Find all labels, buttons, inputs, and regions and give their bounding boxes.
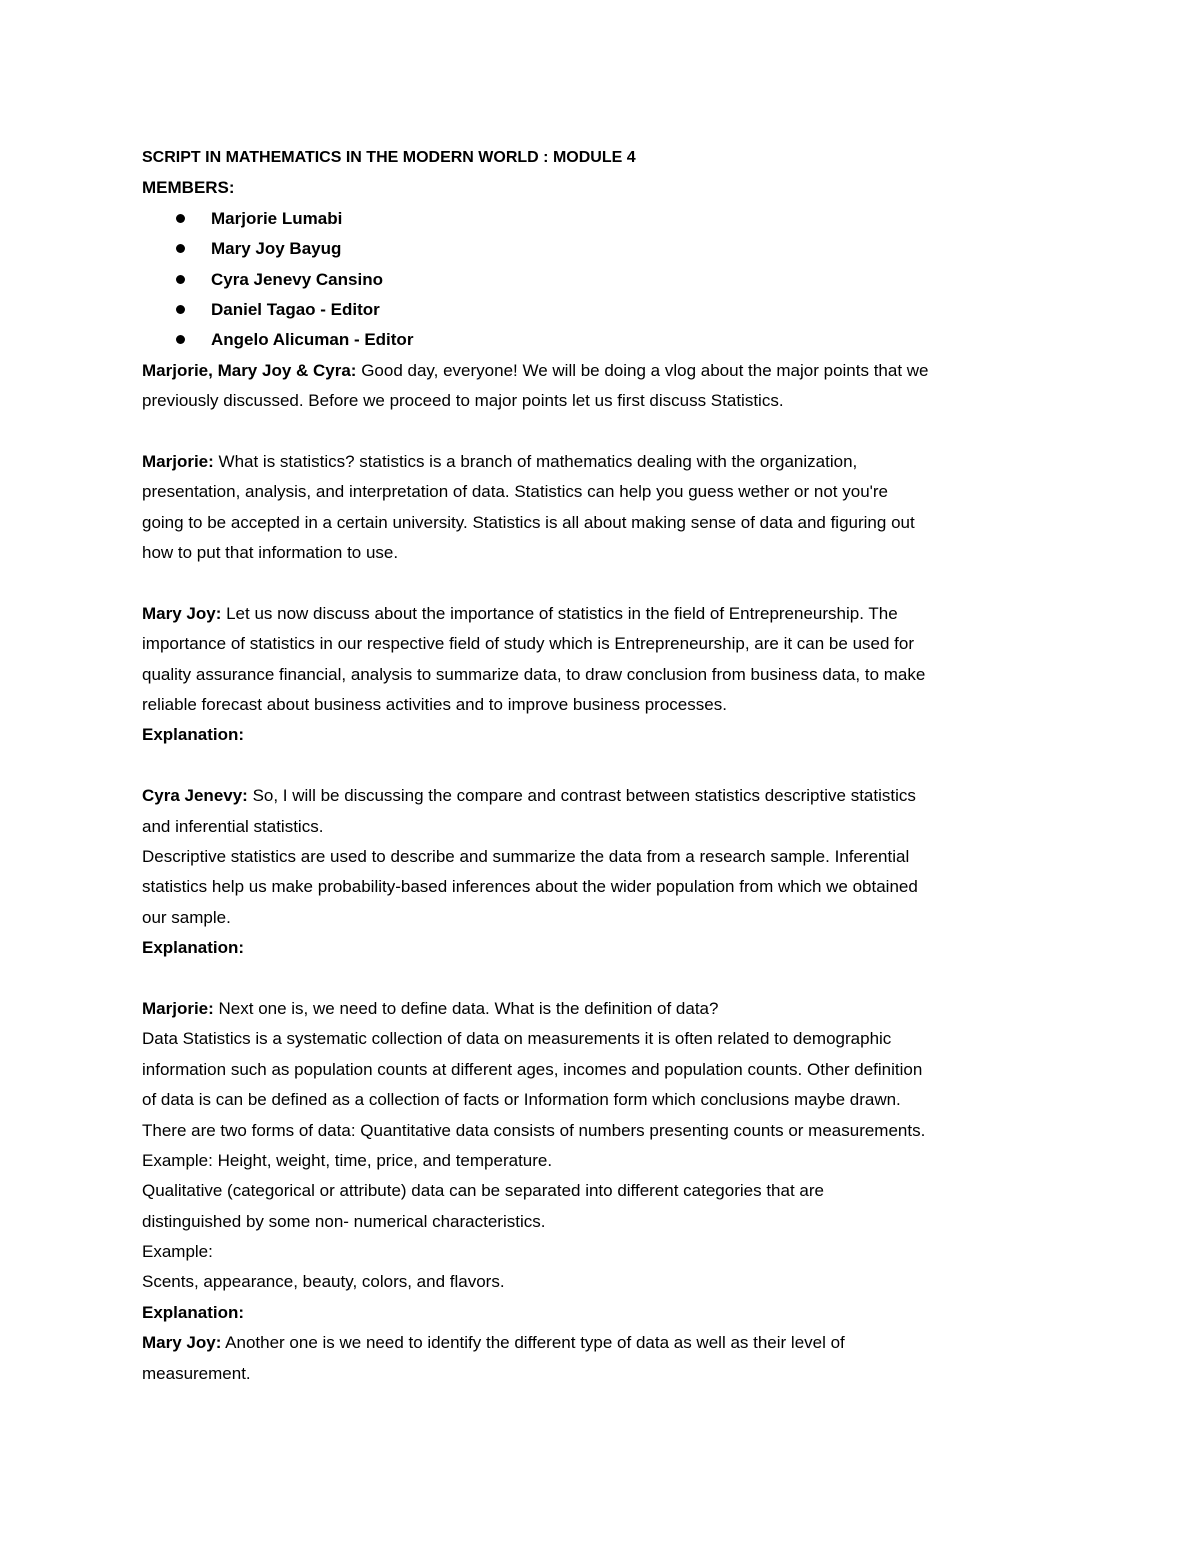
paragraph-text: Good day, everyone! We will be doing a vlog about the major points that we <box>356 360 929 380</box>
member-item <box>142 265 1072 295</box>
member-item <box>142 295 1072 325</box>
speaker-label: Mary Joy: <box>142 603 222 623</box>
paragraph-line: measurement. <box>142 1363 251 1383</box>
paragraph-line: how to put that information to use. <box>142 543 399 563</box>
member-item <box>142 204 1072 234</box>
paragraph-line: Qualitative (categorical or attribute) data can be separated into different categories that are <box>142 1181 824 1201</box>
explanation-heading: Explanation: <box>142 1302 245 1322</box>
paragraph-line: Data Statistics is a systematic collection of data on measurements it is often related to demographic <box>142 1029 892 1049</box>
paragraph-line: statistics help us make probability-based inferences about the wider population from which we obtained <box>142 877 918 897</box>
speaker-label: Marjorie, Mary Joy & Cyra: <box>142 360 357 380</box>
paragraph-line <box>142 599 1072 629</box>
paragraph-line <box>142 447 1072 477</box>
paragraph-text: What is statistics? statistics is a branch of mathematics dealing with the organization, <box>213 451 858 471</box>
paragraph-line <box>142 1328 1072 1358</box>
spacer <box>142 751 1072 781</box>
paragraph-line: reliable forecast about business activities and to improve business processes. <box>142 695 727 715</box>
bullet-icon <box>176 275 185 284</box>
spacer <box>142 417 1072 447</box>
spacer <box>142 964 1072 994</box>
paragraph-line <box>142 356 1072 386</box>
member-name: Mary Joy Bayug <box>211 239 342 259</box>
paragraph-line: going to be accepted in a certain university. Statistics is all about making sense of data and figuring out <box>142 512 915 532</box>
paragraph-line: presentation, analysis, and interpretation of data. Statistics can help you guess wether or not you're <box>142 482 889 502</box>
bullet-icon <box>176 305 185 314</box>
member-name: Marjorie Lumabi <box>211 208 343 228</box>
speaker-label: Marjorie: <box>142 451 214 471</box>
paragraph-line: distinguished by some non- numerical characteristics. <box>142 1211 546 1231</box>
member-item <box>142 234 1072 264</box>
member-name: Cyra Jenevy Cansino <box>211 269 383 289</box>
bullet-icon <box>176 335 185 344</box>
speaker-label: Marjorie: <box>142 998 214 1018</box>
document-page <box>142 143 1072 1389</box>
document-title: SCRIPT IN MATHEMATICS IN THE MODERN WORLD : MODULE 4 <box>142 149 636 166</box>
spacer <box>142 568 1072 598</box>
paragraph-text: Let us now discuss about the importance of statistics in the field of Entrepreneurship. The <box>221 603 898 623</box>
members-heading: MEMBERS: <box>142 178 235 198</box>
member-name: Daniel Tagao - Editor <box>211 299 380 319</box>
paragraph-line: importance of statistics in our respective field of study which is Entrepreneurship, are it can be used for <box>142 634 914 654</box>
member-name: Angelo Alicuman - Editor <box>211 330 414 350</box>
paragraph-text: Next one is, we need to define data. What is the definition of data? <box>213 998 719 1018</box>
paragraph-line: of data is can be defined as a collection of facts or Information form which conclusions maybe drawn. <box>142 1090 901 1110</box>
paragraph-line <box>142 994 1072 1024</box>
paragraph-text: Another one is we need to identify the different type of data as well as their level of <box>221 1333 845 1353</box>
paragraph-line: Descriptive statistics are used to describe and summarize the data from a research sample. Inferential <box>142 846 910 866</box>
paragraph-line: previously discussed. Before we proceed to major points let us first discuss Statistics. <box>142 391 784 411</box>
bullet-icon <box>176 214 185 223</box>
paragraph-line <box>142 781 1072 811</box>
paragraph-line: our sample. <box>142 907 231 927</box>
paragraph-line: Example: <box>142 1242 213 1262</box>
explanation-heading: Explanation: <box>142 938 245 958</box>
paragraph-line: Example: Height, weight, time, price, and temperature. <box>142 1150 553 1170</box>
speaker-label: Mary Joy: <box>142 1333 222 1353</box>
paragraph-line: quality assurance financial, analysis to summarize data, to draw conclusion from business data, to make <box>142 664 926 684</box>
paragraph-text: So, I will be discussing the compare and contrast between statistics descriptive statistics <box>247 786 916 806</box>
paragraph-line: There are two forms of data: Quantitative data consists of numbers presenting counts or measurements. <box>142 1120 926 1140</box>
paragraph-line: information such as population counts at different ages, incomes and population counts. Other definition <box>142 1059 923 1079</box>
explanation-heading: Explanation: <box>142 725 245 745</box>
members-list <box>142 204 1072 356</box>
member-item <box>142 325 1072 355</box>
paragraph-line: and inferential statistics. <box>142 816 324 836</box>
paragraph-line: Scents, appearance, beauty, colors, and flavors. <box>142 1272 505 1292</box>
bullet-icon <box>176 244 185 253</box>
speaker-label: Cyra Jenevy: <box>142 786 248 806</box>
